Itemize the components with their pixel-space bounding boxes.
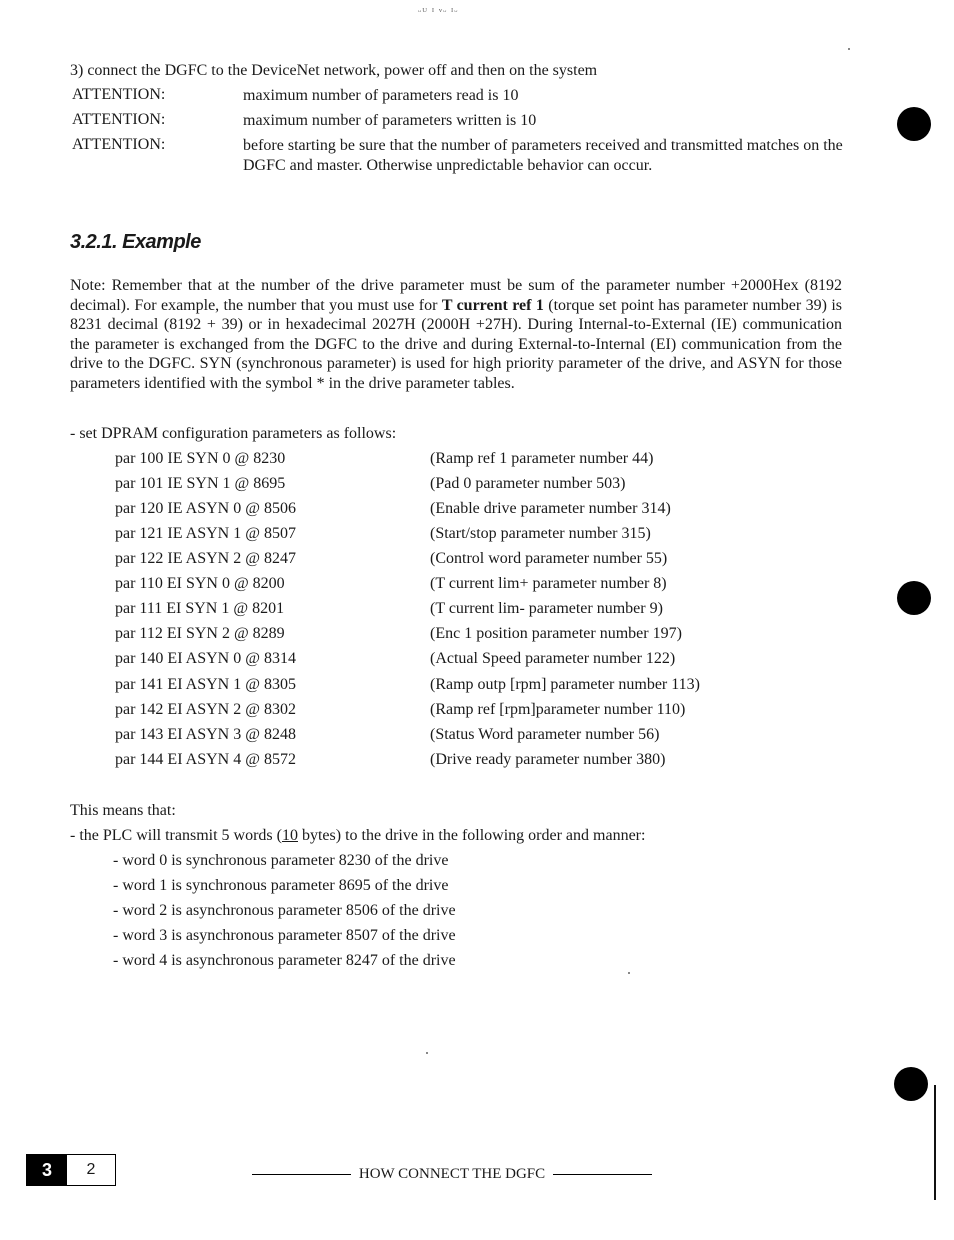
chapter-number: 3	[27, 1155, 67, 1185]
param-row	[0, 751, 954, 776]
attention-text: maximum number of parameters written is 10	[243, 112, 537, 129]
footer-title	[252, 1166, 652, 1183]
meaning-intro: This means that:	[70, 802, 176, 819]
param-description: (Enable drive parameter number 314)	[430, 500, 671, 517]
scan-speck	[426, 1052, 428, 1054]
param-description: (Control word parameter number 55)	[430, 550, 668, 567]
param-code: par 122 IE ASYN 2 @ 8247	[115, 550, 296, 567]
param-row	[0, 575, 954, 600]
plc-text-part-1: - the PLC will transmit 5 words (	[70, 827, 282, 844]
param-row	[0, 450, 954, 475]
attention-text: before starting be sure that the number of parameters received and transmitted matches on the DGFC and master. Otherwise unpredictable behavior can occur.	[243, 137, 843, 174]
param-row	[0, 625, 954, 650]
param-description: (Actual Speed parameter number 122)	[430, 650, 676, 667]
plc-transmit-line	[70, 826, 645, 846]
list-item: - word 1 is synchronous parameter 8695 of the drive	[113, 877, 449, 894]
param-description: (Start/stop parameter number 315)	[430, 525, 651, 542]
param-code: par 120 IE ASYN 0 @ 8506	[115, 500, 296, 517]
note-paragraph	[70, 276, 842, 393]
param-description: (Status Word parameter number 56)	[430, 726, 660, 743]
param-code: par 144 EI ASYN 4 @ 8572	[115, 751, 296, 768]
attention-label: ATTENTION:	[72, 86, 166, 103]
attention-label: ATTENTION:	[72, 111, 166, 128]
param-row	[0, 550, 954, 575]
param-description: (Drive ready parameter number 380)	[430, 751, 666, 768]
note-text-part-1: Note: Remember that at the number of the drive parameter must be sum of the parameter number +2000Hex (8192 decimal). For example, the number that you must use for	[70, 277, 842, 314]
scan-speck	[848, 48, 850, 50]
param-description: (Pad 0 parameter number 503)	[430, 475, 626, 492]
param-description: (Ramp ref 1 parameter number 44)	[430, 450, 654, 467]
param-code: par 141 EI ASYN 1 @ 8305	[115, 676, 296, 693]
page-edge-line	[934, 1085, 936, 1200]
binding-hole-mark	[897, 581, 931, 615]
step-3-text: 3) connect the DGFC to the DeviceNet network, power off and then on the system	[70, 62, 598, 79]
dpram-intro: - set DPRAM configuration parameters as follows:	[70, 425, 397, 442]
param-code: par 101 IE SYN 1 @ 8695	[115, 475, 286, 492]
attention-text: maximum number of parameters read is 10	[243, 87, 519, 104]
param-description: (Enc 1 position parameter number 197)	[430, 625, 682, 642]
param-row	[0, 676, 954, 701]
param-row	[0, 500, 954, 525]
footer-title-text: HOW CONNECT THE DGFC	[358, 1166, 546, 1182]
param-description: (T current lim+ parameter number 8)	[430, 575, 667, 592]
plc-text-part-2: bytes) to the drive in the following order and manner:	[297, 827, 646, 844]
list-item: - word 0 is synchronous parameter 8230 of the drive	[113, 852, 449, 869]
binding-hole-mark	[897, 107, 931, 141]
param-row	[0, 475, 954, 500]
param-description: (Ramp outp [rpm] parameter number 113)	[430, 676, 700, 693]
page-number: 2	[86, 1161, 96, 1178]
param-code: par 112 EI SYN 2 @ 8289	[115, 625, 285, 642]
param-code: par 143 EI ASYN 3 @ 8248	[115, 726, 296, 743]
param-row	[0, 525, 954, 550]
binding-hole-mark	[894, 1067, 928, 1101]
param-code: par 140 EI ASYN 0 @ 8314	[115, 650, 296, 667]
footer-rule-right	[553, 1174, 652, 1175]
param-code: par 121 IE ASYN 1 @ 8507	[115, 525, 296, 542]
param-code: par 142 EI ASYN 2 @ 8302	[115, 701, 296, 718]
page-number-box	[26, 1154, 116, 1186]
param-row	[0, 701, 954, 726]
plc-underlined-number: 10	[281, 827, 298, 844]
param-row	[0, 726, 954, 751]
page-header-mark: ᵕᵁ ᴵ ᵛᵕ ᴵᵕ	[418, 6, 459, 18]
footer-rule-left	[252, 1174, 351, 1175]
scan-speck	[628, 972, 630, 974]
note-text-part-2: (torque set point has parameter number 39) is 8231 decimal (8192 + 39) or in hexadecimal 2027H (2000H +27H). During Internal-to-External (IE) communication the parameter is exchanged from the DGFC to the drive and during External-to-Internal (EI) communication from the drive to the DGFC. SYN (synchronous parameter) is used for high priority parameter of the drive, and ASYN for those parameters identified with the symbol * in the drive parameter tables.	[70, 296, 843, 392]
note-bold-term: T current ref 1	[441, 296, 544, 314]
param-code: par 100 IE SYN 0 @ 8230	[115, 450, 286, 467]
list-item: - word 2 is asynchronous parameter 8506 of the drive	[113, 902, 456, 919]
param-description: (Ramp ref [rpm]parameter number 110)	[430, 701, 686, 718]
param-row	[0, 650, 954, 675]
list-item: - word 3 is asynchronous parameter 8507 of the drive	[113, 927, 456, 944]
list-item: - word 4 is asynchronous parameter 8247 of the drive	[113, 952, 456, 969]
param-code: par 111 EI SYN 1 @ 8201	[115, 600, 285, 617]
attention-label: ATTENTION:	[72, 136, 166, 153]
param-row	[0, 600, 954, 625]
section-heading: 3.2.1. Example	[70, 231, 201, 253]
param-code: par 110 EI SYN 0 @ 8200	[115, 575, 285, 592]
param-description: (T current lim- parameter number 9)	[430, 600, 663, 617]
